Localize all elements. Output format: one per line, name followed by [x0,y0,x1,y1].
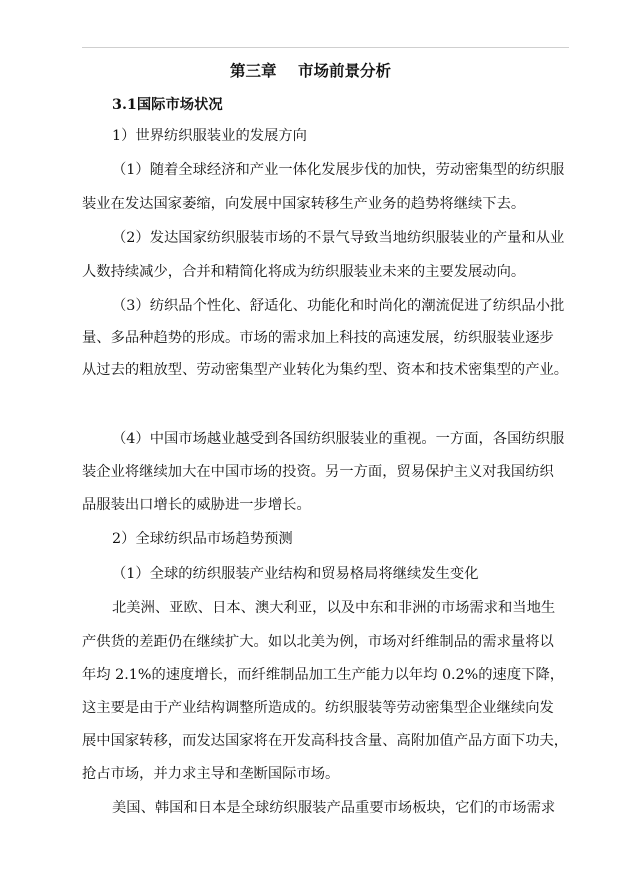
paragraph-line: 这主要是由于产业结构调整所造成的。纺织服装等劳动密集型企业继续向发 [82,700,554,716]
paragraph-line: 装企业将继续加大在中国市场的投资。另一方面，贸易保护主义对我国纺织 [82,464,554,480]
paragraph-line: 抢占市场，并力求主导和垄断国际市场。 [82,766,340,782]
paragraph-line: 展中国家转移，而发达国家将在开发高科技含量、高附加值产品方面下功夫， [82,733,569,749]
paragraph-line: 年均 2.1%的速度增长，而纤维制品加工生产能力以年均 0.2%的速度下降， [82,667,565,683]
paragraph-line: （2）发达国家纺织服装市场的不景气导致当地纺织服装业的产量和从业 [112,230,565,246]
header-rule [82,47,569,48]
section-heading: 3.1国际市场状况 [112,97,223,113]
subsection-heading-2: 2）全球纺织品市场趋势预测 [112,531,293,547]
paragraph-line: 品服装出口增长的威胁进一步增长。 [82,497,311,513]
paragraph-line: 产供货的差距仍在继续扩大。如以北美为例，市场对纤维制品的需求量将以 [82,634,554,650]
paragraph-line: 人数持续减少，合并和精简化将成为纺织服装业未来的主要发展动向。 [82,264,526,280]
paragraph-line: （4）中国市场越业越受到各国纺织服装业的重视。一方面，各国纺织服 [112,431,565,447]
paragraph-line: 从过去的粗放型、劳动密集型产业转化为集约型、资本和技术密集型的产业。 [82,362,569,378]
paragraph-line: 美国、韩国和日本是全球纺织服装产品重要市场板块，它们的市场需求 [112,800,556,816]
paragraph-line: 量、多品种趋势的形成。市场的需求加上科技的高速发展，纺织服装业逐步 [82,330,554,346]
subsection-heading-1: 1）世界纺织服装业的发展方向 [112,128,307,144]
paragraph-line: （3）纺织品个性化、舒适化、功能化和时尚化的潮流促进了纺织品小批 [112,298,565,314]
paragraph-line: （1）随着全球经济和产业一体化发展步伐的加快，劳动密集型的纺织服 [112,162,565,178]
chapter-title: 第三章 市场前景分析 [229,61,392,80]
paragraph-line: 装业在发达国家萎缩，向发展中国家转移生产业务的趋势将继续下去。 [82,196,526,212]
paragraph-line: （1）全球的纺织服装产业结构和贸易格局将继续发生变化 [112,566,479,582]
paragraph-line: 北美洲、亚欧、日本、澳大利亚，以及中东和非洲的市场需求和当地生 [112,600,556,616]
